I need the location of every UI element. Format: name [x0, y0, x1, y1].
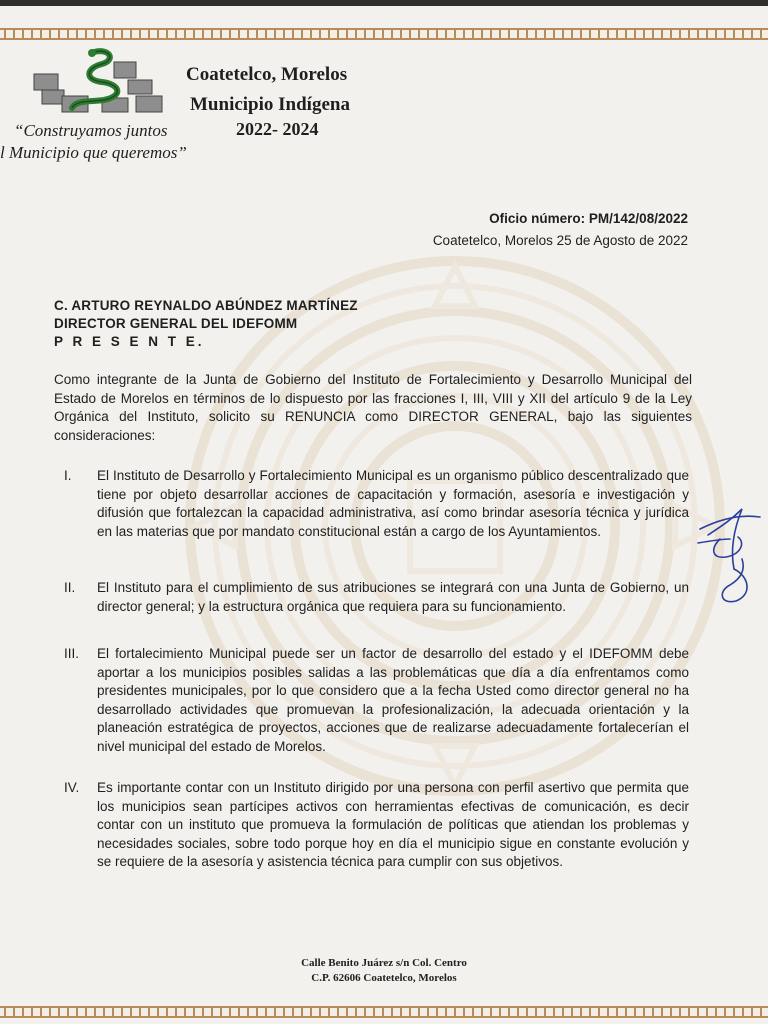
item-number: III. — [64, 646, 80, 661]
place-date: Coatetelco, Morelos 25 de Agosto de 2022 — [432, 233, 688, 248]
item-text: Es importante contar con un Instituto dirigido por una persona con perfil asertivo que permita que los municipios sean partícipes activos con herramientas efectivas de comunicación, es decir contar con un instituto que promueva la formulación de políticas que atiendan los problemas y necesidades sociales, sobre todo porque hoy en día el municipio sigue en constante evolución y se requiere de la asesoría y asistencia técnica para cumplir con sus objetivos. — [97, 780, 689, 869]
oficio-number: Oficio número: PM/142/08/2022 — [489, 211, 688, 226]
coatetelco-logo — [32, 44, 164, 120]
footer-address-line1: Calle Benito Juárez s/n Col. Centro — [301, 957, 467, 969]
presente-label: P R E S E N T E. — [54, 334, 205, 349]
intro-paragraph: Como integrante de la Junta de Gobierno del Instituto de Fortalecimiento y Desarrollo Municipal del Estado de Morelos en términos de lo dispuesto por las fracciones I, III, VIII y XII del artículo 9 de la Ley Orgánica del Instituto, solicito su RENUNCIA como DIRECTOR GENERAL, bajo las siguientes consideraciones: — [54, 372, 692, 443]
city-title: Coatetelco, Morelos — [186, 64, 348, 85]
bottom-border-ornament — [0, 1006, 768, 1018]
item-text: El Instituto para el cumplimiento de sus atribuciones se integrará con una Junta de Gobierno, un director general; y la estructura orgánica que requiera para su funcionamiento. — [97, 580, 689, 614]
item-number: I. — [64, 468, 72, 483]
item-text: El Instituto de Desarrollo y Fortalecimiento Municipal es un organismo público descentralizado que tiene por objeto desarrollar acciones de capacitación y formación, asesoría e investigación y difusión que fortalezcan la capacidad administrativa, así como brindar asesoría técnica y jurídica en las materias que por mandato constitucional están a cargo de los Ayuntamientos. — [97, 468, 689, 539]
item-number: II. — [64, 580, 76, 595]
top-border-ornament — [0, 28, 768, 40]
item-text: El fortalecimiento Municipal puede ser un factor de desarrollo del estado y el IDEFOMM debe aportar a los municipios posibles salidas a las problemáticas que día a día enfrentamos como presidentes municipales, por lo que considero que a la fecha Usted como director general no ha desarrollado actividades que promuevan la profesionalización, la adecuada orientación y la planeación estratégica de proyectos, acciones que de realizarse adecuadamente fortalecerían el nivel municipal del estado de Morelos. — [97, 646, 689, 754]
document-page — [0, 6, 768, 1024]
handwritten-signature — [690, 499, 768, 609]
addressee-name: C. ARTURO REYNALDO ABÚNDEZ MARTÍNEZ — [54, 298, 358, 313]
addressee-position: DIRECTOR GENERAL DEL IDEFOMM — [54, 316, 298, 331]
slogan-line-1: “Construyamos juntos — [14, 121, 168, 140]
term-years: 2022- 2024 — [236, 119, 319, 139]
item-number: IV. — [64, 780, 80, 795]
footer-address-line2: C.P. 62606 Coatetelco, Morelos — [311, 972, 457, 984]
municipality-title: Municipio Indígena — [190, 94, 350, 115]
slogan-line-2: l Municipio que queremos” — [0, 143, 187, 162]
